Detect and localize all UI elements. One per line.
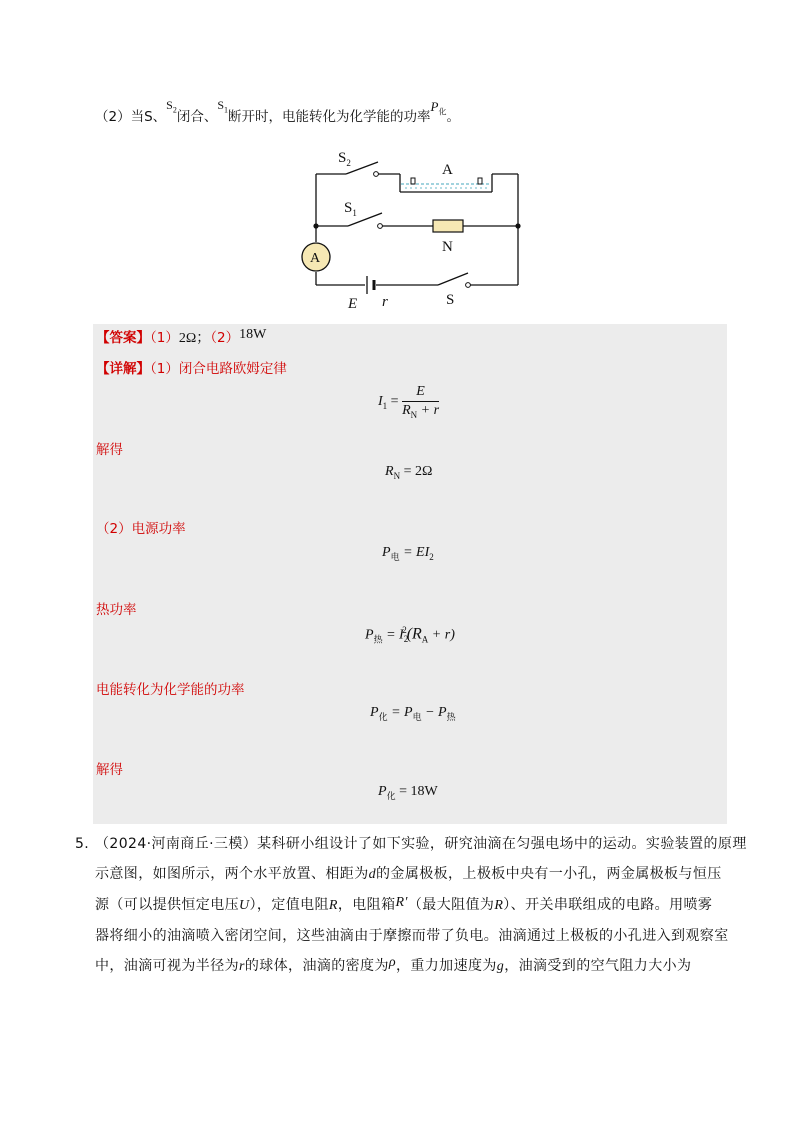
q5-line4: 器将细小的油滴喷入密闭空间，这些油滴由于摩擦而带了负电。油滴通过上极板的小孔进入到观察室 bbox=[95, 928, 729, 944]
junction-dot bbox=[313, 223, 318, 228]
electrode-icon bbox=[411, 178, 415, 184]
q5-line1: （2024·河南商丘·三模）某科研小组设计了如下实验，研究油滴在匀强电场中的运动。实验装置的原理 bbox=[95, 836, 747, 852]
label-n: N bbox=[442, 239, 453, 255]
answer-value1: 2Ω； bbox=[178, 331, 211, 346]
q5-line5: 中，油滴可视为半径为r的球体，油滴的密度为ρ，重力加速度为g，油滴受到的空气阻力大小为 bbox=[95, 955, 692, 974]
s2-sub: 2 bbox=[172, 105, 177, 115]
q2-mid2: 断开时，电能转化为化学能的功率 bbox=[228, 109, 431, 125]
chem-title: 电能转化为化学能的功率 bbox=[96, 682, 245, 698]
switch-contact-icon bbox=[378, 224, 383, 229]
answer-value2: 18W bbox=[239, 327, 267, 342]
q5-line2: 示意图，如图所示，两个水平放置、相距为d的金属极板，上极板中央有一小孔，两金属极板与恒压 bbox=[95, 866, 722, 882]
formula-rn: $R_N = 2\Omega$ bbox=[385, 464, 433, 481]
solve-label-2: 解得 bbox=[96, 762, 123, 778]
detail-line bbox=[96, 357, 287, 377]
q2-prefix: （2）当S、 bbox=[95, 109, 167, 125]
formula-chem-power: $P_化 = P_电 - P_热$ bbox=[370, 705, 456, 722]
q2-end: 。 bbox=[446, 109, 460, 125]
label-ammeter: A bbox=[310, 251, 321, 266]
switch-contact-icon bbox=[374, 172, 379, 177]
label-e: E bbox=[348, 296, 358, 312]
detail-tag: 【详解】 bbox=[96, 361, 150, 377]
q5-line3: 源（可以提供恒定电压U），定值电阻R，电阻箱R′（最大阻值为R）、开关串联组成的电路。用喷雾 bbox=[95, 895, 713, 913]
s1-symbol: S bbox=[217, 98, 225, 112]
detail-part1-title: （1）闭合电路欧姆定律 bbox=[150, 361, 287, 377]
formula-heat-power: $P_热 = I_2^2(R_A + r)$ bbox=[365, 625, 455, 645]
p-symbol: P bbox=[430, 99, 439, 114]
part2-title: （2）电源功率 bbox=[96, 521, 186, 537]
answer-part1: （1） bbox=[150, 330, 179, 346]
p-sub: 化 bbox=[438, 107, 447, 117]
junction-dot bbox=[515, 223, 520, 228]
formula-power-source: $P_电 = EI_2$ bbox=[382, 545, 434, 562]
circuit-diagram bbox=[290, 140, 540, 312]
label-tank-a: A bbox=[442, 162, 453, 178]
s2-symbol: S bbox=[166, 98, 173, 112]
answer-tag: 【答案】 bbox=[96, 330, 150, 346]
question-part2 bbox=[95, 98, 460, 132]
q2-mid1: 闭合、 bbox=[176, 109, 218, 125]
answer-part2: （2） bbox=[210, 330, 240, 346]
switch-contact-icon bbox=[466, 283, 471, 288]
label-r: r bbox=[382, 294, 388, 310]
answer-line bbox=[96, 326, 266, 347]
formula-chem-result: $P_化 = 18W$ bbox=[378, 784, 438, 801]
solve-label-1: 解得 bbox=[96, 442, 123, 458]
label-s1: $S_1$ bbox=[344, 200, 357, 218]
label-s2: $S_2$ bbox=[338, 150, 351, 168]
resistor-n-icon bbox=[433, 220, 463, 232]
electrode-icon bbox=[478, 178, 482, 184]
formula-ohm-law: $I_1$ = $\frac{E}{R_N + r}$ bbox=[378, 384, 440, 420]
heat-title: 热功率 bbox=[96, 602, 137, 618]
s1-sub: 1 bbox=[224, 105, 229, 115]
label-s: S bbox=[446, 292, 455, 308]
q5-number: 5. bbox=[75, 836, 90, 852]
